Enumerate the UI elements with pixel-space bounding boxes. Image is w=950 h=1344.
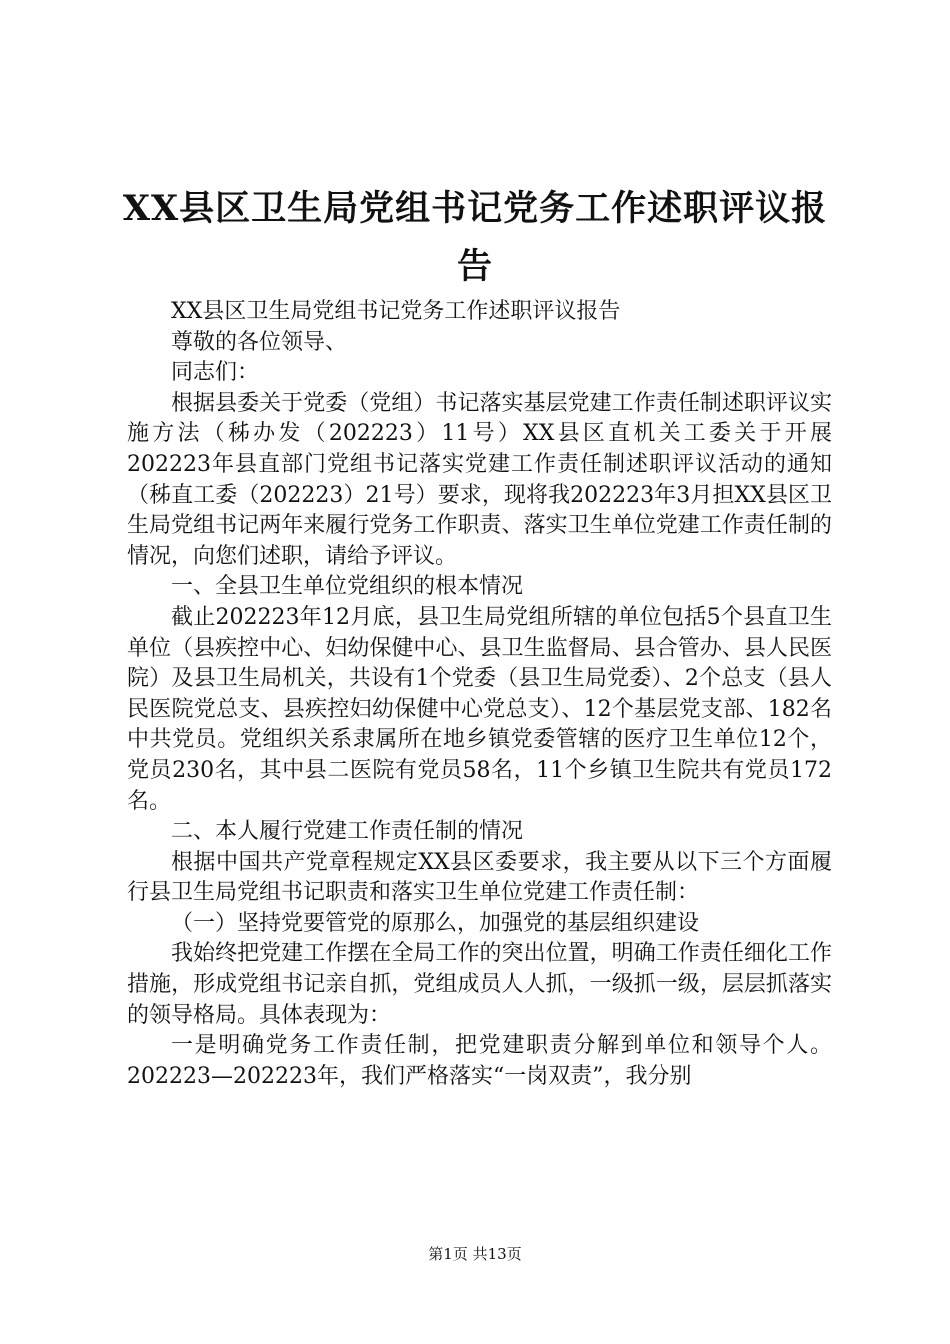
paragraph-section-2: 根据中国共产党章程规定XX县区委要求，我主要从以下三个方面履行县卫生局党组书记职责和落实卫生单位党建工作责任制： — [127, 849, 832, 906]
paragraph-point-1: 一是明确党务工作责任制，把党建职责分解到单位和领导个人。202223—202223年，我们严格落实“一岗双责”，我分别 — [127, 1033, 832, 1089]
document-body — [127, 297, 832, 1092]
paragraph-intro: 根据县委关于党委（党组）书记落实基层党建工作责任制述职评议实施方法（秭办发（202223）11号）XX县区直机关工委关于开展202223年县直部门党组书记落实党建工作责任制述职评议活动的通知（秭直工委（202223）21号）要求，现将我202223年3月担XX县区卫生局党组书记两年来履行党务工作职责、落实卫生单位党建工作责任制的情况，向您们述职，请给予评议。 — [127, 390, 832, 569]
paragraph-salutation: 尊敬的各位领导、 — [171, 329, 348, 355]
paragraph-salutation-2: 同志们： — [171, 360, 260, 386]
paragraph-section-1: 截止202223年12月底，县卫生局党组所辖的单位包括5个县直卫生单位（县疾控中心、妇幼保健中心、县卫生监督局、县合管办、县人民医院）及县卫生局机关，共设有1个党委（县卫生局党委）、2个总支（县人民医院党总支、县疾控妇幼保健中心党总支）、12个基层党支部、182名中共党员。党组织关系隶属所在地乡镇党委管辖的医疗卫生单位12个，党员230名，其中县二医院有党员58名，11个乡镇卫生院共有党员172名。 — [127, 604, 832, 814]
paragraph-subsection-1: 我始终把党建工作摆在全局工作的突出位置，明确工作责任细化工作措施，形成党组书记亲自抓，党组成员人人抓，一级抓一级，层层抓落实的领导格局。具体表现为： — [127, 941, 832, 1028]
section-heading-1: 一、全县卫生单位党组织的根本情况 — [171, 574, 524, 600]
subsection-heading-1: （一）坚持党要管党的原那么，加强党的基层组织建设 — [171, 910, 700, 936]
page-number-footer: 第1页 共13页 — [428, 1245, 522, 1263]
paragraph-heading-repeat: XX县区卫生局党组书记党务工作述职评议报告 — [171, 299, 621, 324]
document-title: XX县区卫生局党组书记党务工作述职评议报告 — [122, 188, 828, 287]
section-heading-2: 二、本人履行党建工作责任制的情况 — [171, 819, 524, 845]
